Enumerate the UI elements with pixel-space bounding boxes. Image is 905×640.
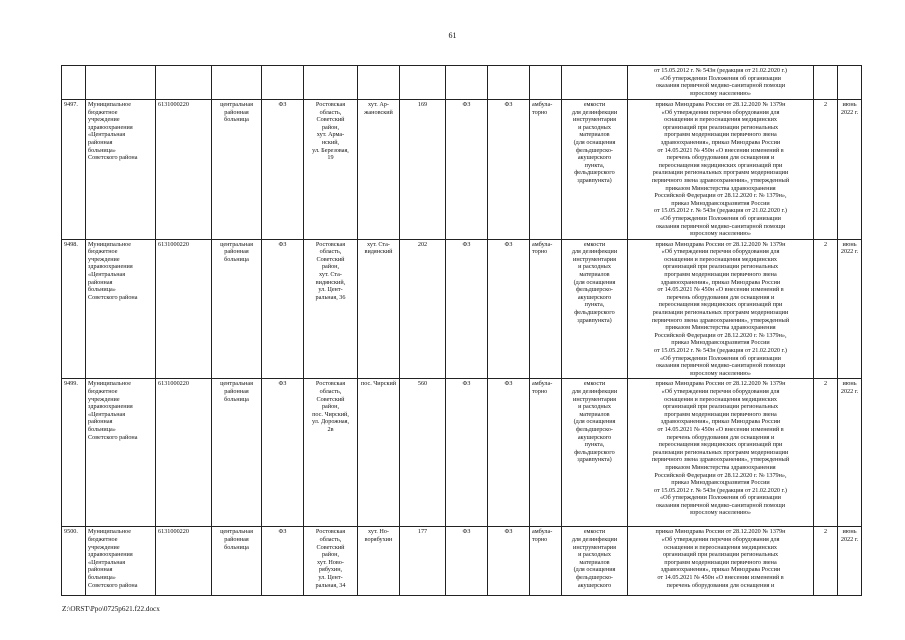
equipment-name-cell: емкости для дезинфекции инструментария и расходных материалов (для оснащения фельдшерско- акушерского (562, 527, 628, 596)
quantity-cell: 2 (814, 527, 838, 596)
care-type-cell: амбула- торно (530, 100, 562, 240)
law-reference-cell: ФЗ (446, 379, 488, 527)
table-row (62, 527, 862, 596)
law-reference-cell: ФЗ (262, 100, 304, 240)
document-reference-cell: приказ Минздрава России от 28.12.2020 № 1379н «Об утверждении перечня оборудования для оснащения и переоснащения медицинских организаций при реализации региональных программ модернизации первичного звена здравоохранения», приказ Минздрава России от 14.05.2021 № 450н «О внесении изменений в перечень оборудования для оснащения и переоснащения медицинских организаций при реализации региональных программ модернизации первичного звена здравоохранения», утвержденный приказом Министерства здравоохранения Российской Федерации от 28.12.2020 г. № 1379н», приказ Минздравсоцразвития России от 15.05.2012 г. № 543н (редакция от 21.02.2020 г.) «Об утверждении Положения об организации оказания первичной медико-санитарной помощи взрослому населению» (628, 239, 814, 379)
law-reference-cell: ФЗ (488, 379, 530, 527)
document-reference-cell: приказ Минздрава России от 28.12.2020 № 1379н «Об утверждении перечня оборудования для оснащения и переоснащения медицинских организаций при реализации региональных программ модернизации первичного звена здравоохранения», приказ Минздрава России от 14.05.2021 № 450н «О внесении изменений в перечень оборудования для оснащения и переоснащения медицинских организаций при реализации региональных программ модернизации первичного звена здравоохранения», утвержденный приказом Министерства здравоохранения Российской Федерации от 28.12.2020 г. № 1379н», приказ Минздравсоцразвития России от 15.05.2012 г. № 543н (редакция от 21.02.2020 г.) «Об утверждении Положения об организации оказания первичной медико-санитарной помощи взрослому населению» (628, 100, 814, 240)
page-number: 61 (448, 31, 457, 40)
locality-cell: хут. Ста- видянский (358, 239, 400, 379)
document-reference-cell: приказ Минздрава России от 28.12.2020 № 1379н «Об утверждении перечня оборудования для оснащения и переоснащения медицинских организаций при реализации региональных программ модернизации первичного звена здравоохранения», приказ Минздрава России от 14.05.2021 № 450н «О внесении изменений в перечень оборудования для оснащения и (628, 527, 814, 596)
locality-cell: пос. Чирский (358, 379, 400, 527)
institution-code-cell: 6131000220 (156, 239, 212, 379)
table-row-continuation (62, 66, 862, 100)
population-cell: 560 (400, 379, 446, 527)
locality-cell: хут. Но- ворябухин (358, 527, 400, 596)
law-reference-cell: ФЗ (446, 527, 488, 596)
population-cell: 202 (400, 239, 446, 379)
law-reference-cell: ФЗ (262, 527, 304, 596)
row-number-cell: 9499. (62, 379, 86, 527)
document-reference-cell: приказ Минздрава России от 28.12.2020 № 1379н «Об утверждении перечня оборудования для оснащения и переоснащения медицинских организаций при реализации региональных программ модернизации первичного звена здравоохранения», приказ Минздрава России от 14.05.2021 № 450н «О внесении изменений в перечень оборудования для оснащения и переоснащения медицинских организаций при реализации региональных программ модернизации первичного звена здравоохранения», утвержденный приказом Министерства здравоохранения Российской Федерации от 28.12.2020 г. № 1379н», приказ Минздравсоцразвития России от 15.05.2012 г. № 543н (редакция от 21.02.2020 г.) «Об утверждении Положения об организации оказания первичной медико-санитарной помощи взрослому населению» (628, 379, 814, 527)
population-cell: 169 (400, 100, 446, 240)
institution-name-cell: Муниципальное бюджетное учреждение здравоохранения «Центральная районная больница» Советского района (86, 527, 156, 596)
table-row (62, 100, 862, 240)
document-cell: от 15.05.2012 г. № 543н (редакция от 21.02.2020 г.) «Об утверждении Положения об организации оказания первичной медико-санитарной помощи взрослому населению» (628, 66, 814, 100)
row-number-cell: 9498. (62, 239, 86, 379)
row-number-cell: 9497. (62, 100, 86, 240)
quantity-cell: 2 (814, 239, 838, 379)
address-cell: Ростовская область, Советский район, хут. Ста- видянский, ул. Цент- ральная, 36 (304, 239, 358, 379)
equipment-name-cell: емкости для дезинфекции инструментария и расходных материалов (для оснащения фельдшерско- акушерского пункта, фельдшерского здравпункта) (562, 100, 628, 240)
deadline-cell: июнь 2022 г. (838, 527, 862, 596)
quantity-cell: 2 (814, 100, 838, 240)
organization-type-cell: центральная районная больница (212, 379, 262, 527)
care-type-cell: амбула- торно (530, 379, 562, 527)
deadline-cell: июнь 2022 г. (838, 100, 862, 240)
institution-name-cell: Муниципальное бюджетное учреждение здравоохранения «Центральная районная больница» Советского района (86, 100, 156, 240)
table-row (62, 239, 862, 379)
organization-type-cell: центральная районная больница (212, 100, 262, 240)
row-number-cell: 9500. (62, 527, 86, 596)
care-type-cell: амбула- торно (530, 239, 562, 379)
deadline-cell: июнь 2022 г. (838, 239, 862, 379)
equipment-name-cell: емкости для дезинфекции инструментария и расходных материалов (для оснащения фельдшерско- акушерского пункта, фельдшерского здравпункта) (562, 379, 628, 527)
deadline-cell: июнь 2022 г. (838, 379, 862, 527)
address-cell: Ростовская область, Советский район, хут. Ново- рябухин, ул. Цент- ральная, 34 (304, 527, 358, 596)
locality-cell: хут. Ар- жановский (358, 100, 400, 240)
law-reference-cell: ФЗ (488, 527, 530, 596)
footer-file-path: Z:\ORST\Ppo\0725p621.f22.docx (62, 605, 160, 613)
population-cell: 177 (400, 527, 446, 596)
law-reference-cell: ФЗ (262, 379, 304, 527)
table-row (62, 379, 862, 527)
institution-code-cell: 6131000220 (156, 379, 212, 527)
law-reference-cell: ФЗ (488, 100, 530, 240)
address-cell: Ростовская область, Советский район, хут. Арма- нский, ул. Березовая, 19 (304, 100, 358, 240)
law-reference-cell: ФЗ (262, 239, 304, 379)
organization-type-cell: центральная районная больница (212, 527, 262, 596)
law-reference-cell: ФЗ (446, 100, 488, 240)
institution-code-cell: 6131000220 (156, 527, 212, 596)
organization-type-cell: центральная районная больница (212, 239, 262, 379)
equipment-name-cell: емкости для дезинфекции инструментария и расходных материалов (для оснащения фельдшерско- акушерского пункта, фельдшерского здравпункта) (562, 239, 628, 379)
register-table (61, 65, 862, 596)
care-type-cell: амбула- торно (530, 527, 562, 596)
institution-name-cell: Муниципальное бюджетное учреждение здравоохранения «Центральная районная больница» Советского района (86, 379, 156, 527)
law-reference-cell: ФЗ (488, 239, 530, 379)
institution-name-cell: Муниципальное бюджетное учреждение здравоохранения «Центральная районная больница» Советского района (86, 239, 156, 379)
law-reference-cell: ФЗ (446, 239, 488, 379)
quantity-cell: 2 (814, 379, 838, 527)
address-cell: Ростовская область, Советский район, пос. Чирский, ул. Дорожная, 2в (304, 379, 358, 527)
institution-code-cell: 6131000220 (156, 100, 212, 240)
